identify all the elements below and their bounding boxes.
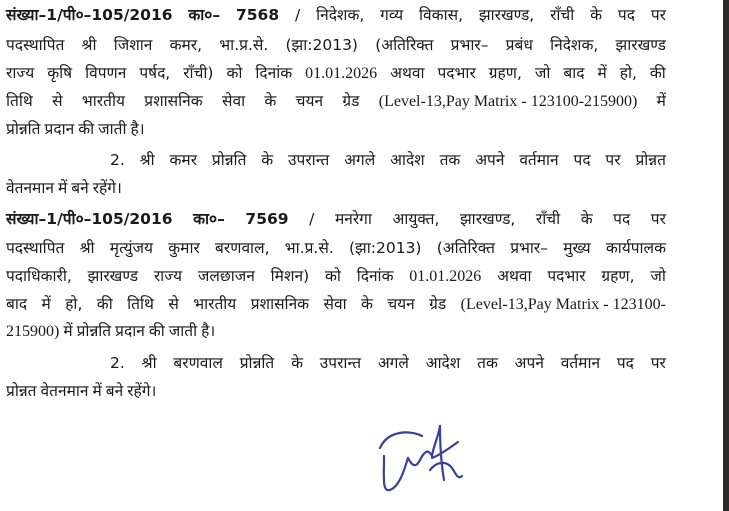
word: अगले — [344, 151, 376, 169]
signature-stroke-2 — [384, 456, 408, 490]
order-7568-line-2 — [6, 32, 666, 59]
word: तिथि — [127, 295, 154, 313]
word: जलछाजन — [197, 267, 255, 285]
word: ग्रहण, — [601, 267, 635, 285]
word: की — [78, 120, 95, 138]
word: (अतिरिक्त — [375, 36, 434, 54]
word: में — [656, 92, 666, 110]
word: पदभार — [437, 64, 476, 82]
word: आयुक्त, — [392, 210, 440, 228]
order-7569-line-4 — [6, 291, 666, 318]
word: के — [264, 92, 277, 110]
word: बने — [71, 179, 89, 197]
word: बने — [105, 382, 124, 400]
word: भारतीय — [193, 295, 237, 313]
word: ग्रेड — [342, 92, 360, 110]
word: चयन — [295, 92, 324, 110]
word: भारतीय — [81, 92, 125, 110]
word: वर्तमान — [560, 354, 601, 372]
word: रहेंगे। — [92, 179, 122, 197]
signature-stroke-7 — [430, 463, 462, 477]
ka-label: का०– — [188, 6, 221, 24]
word: राँची) — [183, 64, 214, 82]
word: प्रोन्नत — [6, 382, 37, 400]
word: वेतनमान — [6, 179, 54, 197]
word: आदेश — [390, 151, 425, 169]
order-7569-clause-2-line-1 — [110, 350, 666, 377]
word: प्रभार– — [510, 239, 549, 257]
word: राज्य — [6, 64, 35, 82]
signature-stroke-4 — [432, 426, 440, 456]
word: / — [309, 210, 315, 228]
word: प्रशासनिक — [250, 295, 310, 313]
word: / — [294, 6, 301, 24]
signature-icon — [370, 418, 470, 503]
word: श्री — [81, 36, 97, 54]
order-number: संख्या–1/पी०–105/2016 — [6, 210, 173, 228]
word: में — [597, 64, 607, 82]
order-7568-line-3 — [6, 60, 666, 87]
word: वर्तमान — [519, 151, 559, 169]
word: श्री — [79, 239, 95, 257]
word: जो — [650, 267, 666, 285]
signature-strokes — [380, 426, 462, 490]
word: (अतिरिक्त — [436, 239, 495, 257]
word: दिनांक — [356, 267, 394, 285]
word: तक — [477, 354, 498, 372]
order-serial: 7569 — [245, 210, 289, 228]
order-7569-line-2 — [6, 235, 666, 262]
word: विपणन — [85, 64, 127, 82]
word: पर्षद, — [139, 64, 171, 82]
word: गव्य — [380, 6, 404, 24]
word: में — [63, 322, 73, 340]
order-7569-clause-2-line-2 — [6, 378, 666, 405]
word: अगले — [377, 354, 409, 372]
word: पद — [573, 151, 591, 169]
ka-label: का०– — [193, 210, 225, 228]
word: मुख्य — [563, 239, 591, 257]
word: झारखण्ड, — [459, 210, 516, 228]
word: अथवा — [497, 267, 532, 285]
word: भा.प्र.से. — [284, 239, 334, 257]
word: की — [148, 322, 165, 340]
word: पदस्थापित — [6, 239, 65, 257]
word: है। — [201, 322, 216, 340]
word: की — [649, 64, 666, 82]
word: उपरान्त — [319, 354, 362, 372]
word: चयन — [387, 295, 415, 313]
word: पर — [605, 151, 621, 169]
word: सेवा — [323, 295, 347, 313]
word: आदेश — [425, 354, 461, 372]
word: के — [361, 295, 373, 313]
word: के — [580, 210, 593, 228]
word: की — [96, 295, 113, 313]
word: निदेशक, — [316, 6, 365, 24]
word: तिथि — [6, 92, 33, 110]
word: जो — [534, 64, 551, 82]
word: के — [291, 354, 303, 372]
word: भा.प्र.से. — [219, 36, 269, 54]
order-7569-line-3 — [6, 263, 666, 290]
word: के — [590, 6, 603, 24]
order-7568-clause-2-line-2 — [6, 175, 666, 202]
pay-level-text-end: 215900) — [6, 323, 60, 340]
word: (झा:2013) — [348, 239, 422, 257]
word: पद — [616, 354, 634, 372]
word: बरणवाल — [173, 354, 223, 372]
pay-level-text: (Level-13,Pay Matrix - 123100- — [460, 296, 666, 313]
signature-stroke-3 — [408, 452, 432, 465]
word: कार्यपालक — [605, 239, 666, 257]
word: प्रोन्नति — [211, 151, 247, 169]
word: झारखण्ड — [87, 267, 139, 285]
word: प्रोन्नति — [76, 322, 112, 340]
word: पद — [613, 210, 631, 228]
order-7568-line-1 — [6, 2, 666, 29]
order-serial: 7568 — [235, 6, 280, 24]
word: श्री — [141, 354, 157, 372]
order-7569-line-1 — [6, 206, 666, 233]
order-7568-line-4 — [6, 88, 666, 115]
word: पद — [617, 6, 635, 24]
word: कुमार — [168, 239, 200, 257]
word: से — [168, 295, 179, 313]
word: राँची — [535, 210, 561, 228]
word: झारखण्ड — [615, 36, 666, 54]
word: कृषि — [47, 64, 73, 82]
order-7569-line-5 — [6, 318, 666, 345]
word: प्रोन्नति — [6, 120, 41, 138]
word: प्रदान — [115, 322, 145, 340]
word: जाती — [168, 322, 198, 340]
clause-number: 2. — [110, 151, 125, 169]
word: दिनांक — [255, 64, 293, 82]
word: हो, — [65, 295, 83, 313]
word: प्रोन्नति — [239, 354, 275, 372]
word: को — [324, 267, 341, 285]
clause-number: 2. — [110, 354, 125, 372]
word: मिशन) — [270, 267, 310, 285]
word: विकास, — [419, 6, 464, 24]
order-7568-clause-2-line-1 — [110, 147, 666, 174]
scan-edge — [723, 0, 729, 511]
word: पदभार — [547, 267, 586, 285]
word: मृत्युंजय — [109, 239, 154, 257]
effective-date: 01.01.2026 — [409, 268, 482, 285]
word: वेतनमान — [40, 382, 89, 400]
effective-date: 01.01.2026 — [305, 65, 378, 82]
word: तक — [439, 151, 461, 169]
word: में — [41, 295, 51, 313]
word: है। — [130, 120, 145, 138]
word: के — [261, 151, 274, 169]
word: बाद — [563, 64, 585, 82]
word: प्रबंध — [505, 36, 533, 54]
word: प्रदान — [44, 120, 75, 138]
word: (झा:2013) — [285, 36, 358, 54]
word: कमर — [169, 151, 198, 169]
word: बरणवाल, — [215, 239, 270, 257]
word: प्रभार– — [450, 36, 489, 54]
word: पर — [650, 6, 666, 24]
word: श्री — [139, 151, 155, 169]
word: में — [57, 179, 68, 197]
word: अथवा — [390, 64, 425, 82]
word: से — [52, 92, 63, 110]
pay-level-text: (Level-13,Pay Matrix - 123100-215900) — [378, 93, 638, 110]
word: निदेशक, — [550, 36, 599, 54]
word: हो, — [619, 64, 637, 82]
word: को — [226, 64, 243, 82]
word: पदाधिकारी, — [6, 267, 72, 285]
word: राज्य — [153, 267, 183, 285]
word: राँची — [550, 6, 575, 24]
word: जाती — [98, 120, 127, 138]
word: अपने — [475, 151, 505, 169]
word: कमर, — [169, 36, 203, 54]
word: झारखण्ड, — [478, 6, 535, 24]
word: में — [92, 382, 102, 400]
word: उपरान्त — [288, 151, 330, 169]
word: पर — [650, 210, 666, 228]
order-7568-line-5 — [6, 116, 666, 143]
word: प्रोन्नत — [635, 151, 666, 169]
word: रहेंगे। — [127, 382, 157, 400]
word: बाद — [6, 295, 28, 313]
word: जिशान — [113, 36, 153, 54]
word: ग्रेड — [429, 295, 447, 313]
word: सेवा — [221, 92, 246, 110]
word: प्रशासनिक — [144, 92, 203, 110]
word: मनरेगा — [334, 210, 372, 228]
signature-stroke-1 — [380, 432, 422, 448]
word: अपने — [514, 354, 544, 372]
order-number: संख्या–1/पी०–105/2016 — [6, 6, 173, 24]
word: पदस्थापित — [6, 36, 65, 54]
word: पर — [650, 354, 666, 372]
word: ग्रहण, — [488, 64, 522, 82]
